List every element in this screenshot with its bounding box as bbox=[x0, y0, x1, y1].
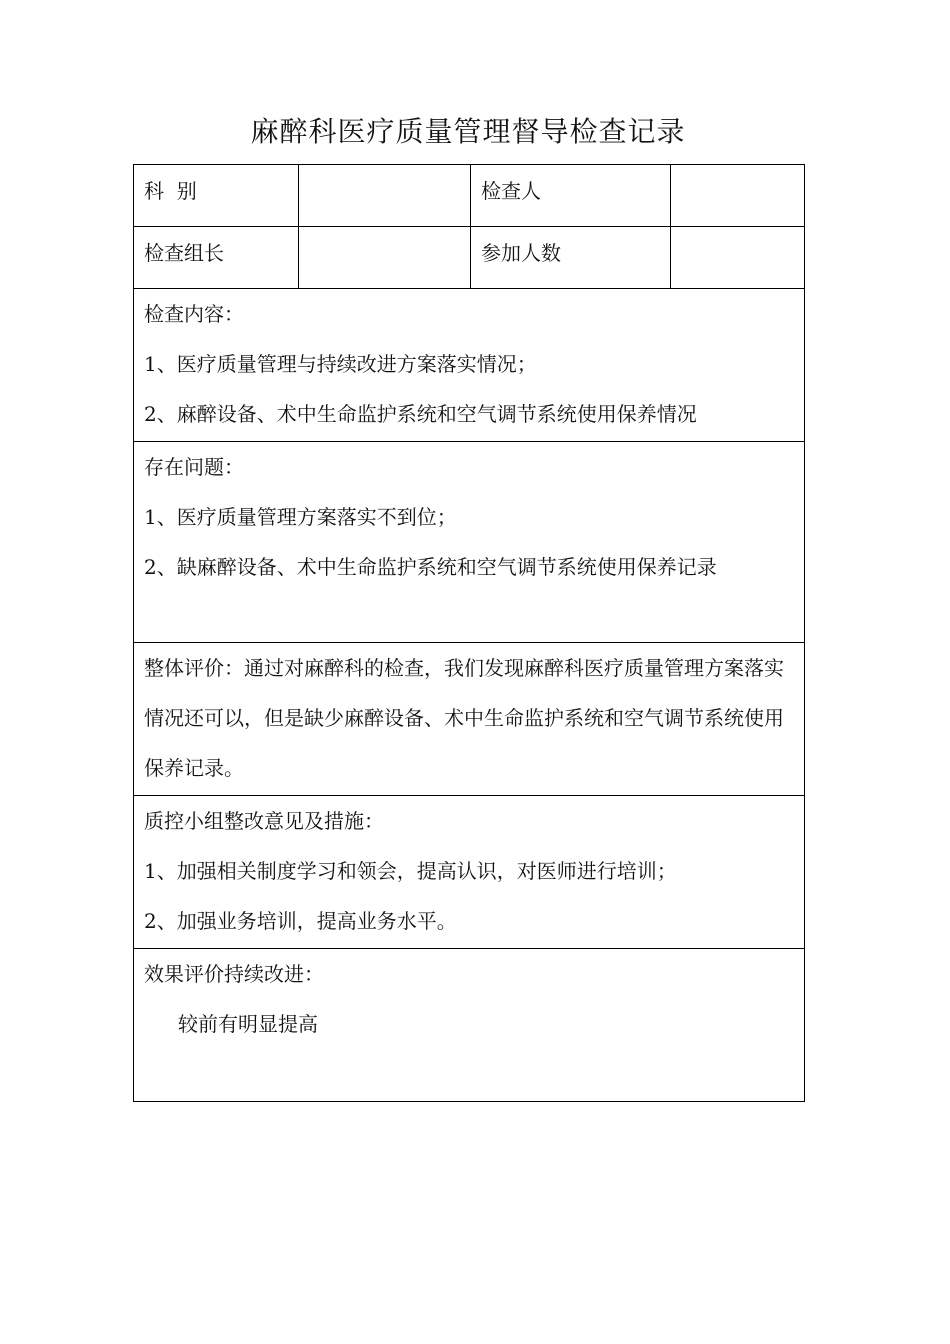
problems-section bbox=[134, 442, 805, 643]
effect-text: 较前有明显提高 bbox=[178, 1012, 318, 1036]
inspection-content-section bbox=[134, 289, 805, 442]
leader-label: 检查组长 bbox=[134, 227, 299, 289]
problems-cell bbox=[134, 442, 805, 643]
inspection-content-item: 2、麻醉设备、术中生命监护系统和空气调节系统使用保养情况 bbox=[144, 402, 697, 426]
dept-label: 科 别 bbox=[134, 165, 299, 227]
evaluation-cell bbox=[134, 643, 805, 796]
measure-item: 1、加强相关制度学习和领会，提高认识，对医师进行培训； bbox=[144, 859, 677, 883]
inspection-record-table bbox=[133, 164, 805, 1102]
problem-item: 2、缺麻醉设备、术中生命监护系统和空气调节系统使用保养记录 bbox=[144, 555, 717, 579]
header-row-2 bbox=[134, 227, 805, 289]
measures-section bbox=[134, 796, 805, 949]
effect-section bbox=[134, 949, 805, 1102]
evaluation-section bbox=[134, 643, 805, 796]
problem-item: 1、医疗质量管理方案落实不到位； bbox=[144, 505, 457, 529]
inspector-value-field[interactable] bbox=[671, 165, 805, 227]
header-row-1 bbox=[134, 165, 805, 227]
inspector-label: 检查人 bbox=[471, 165, 671, 227]
participants-label: 参加人数 bbox=[471, 227, 671, 289]
dept-value-field[interactable] bbox=[299, 165, 471, 227]
page-title: 麻醉科医疗质量管理督导检查记录 bbox=[250, 115, 686, 148]
measures-heading: 质控小组整改意见及措施： bbox=[144, 809, 384, 833]
measure-item: 2、加强业务培训，提高业务水平。 bbox=[144, 909, 457, 933]
effect-cell bbox=[134, 949, 805, 1102]
inspection-content-heading: 检查内容： bbox=[144, 302, 244, 326]
effect-heading: 效果评价持续改进： bbox=[144, 962, 324, 986]
problems-heading: 存在问题： bbox=[144, 455, 244, 479]
leader-value-field[interactable] bbox=[299, 227, 471, 289]
inspection-content-item: 1、医疗质量管理与持续改进方案落实情况； bbox=[144, 352, 537, 376]
inspection-content-cell bbox=[134, 289, 805, 442]
participants-value-field[interactable] bbox=[671, 227, 805, 289]
overall-evaluation-text: 整体评价：通过对麻醉科的检查，我们发现麻醉科医疗质量管理方案落实情况还可以，但是缺少麻醉设备、术中生命监护系统和空气调节系统使用保养记录。 bbox=[144, 656, 784, 780]
measures-cell bbox=[134, 796, 805, 949]
